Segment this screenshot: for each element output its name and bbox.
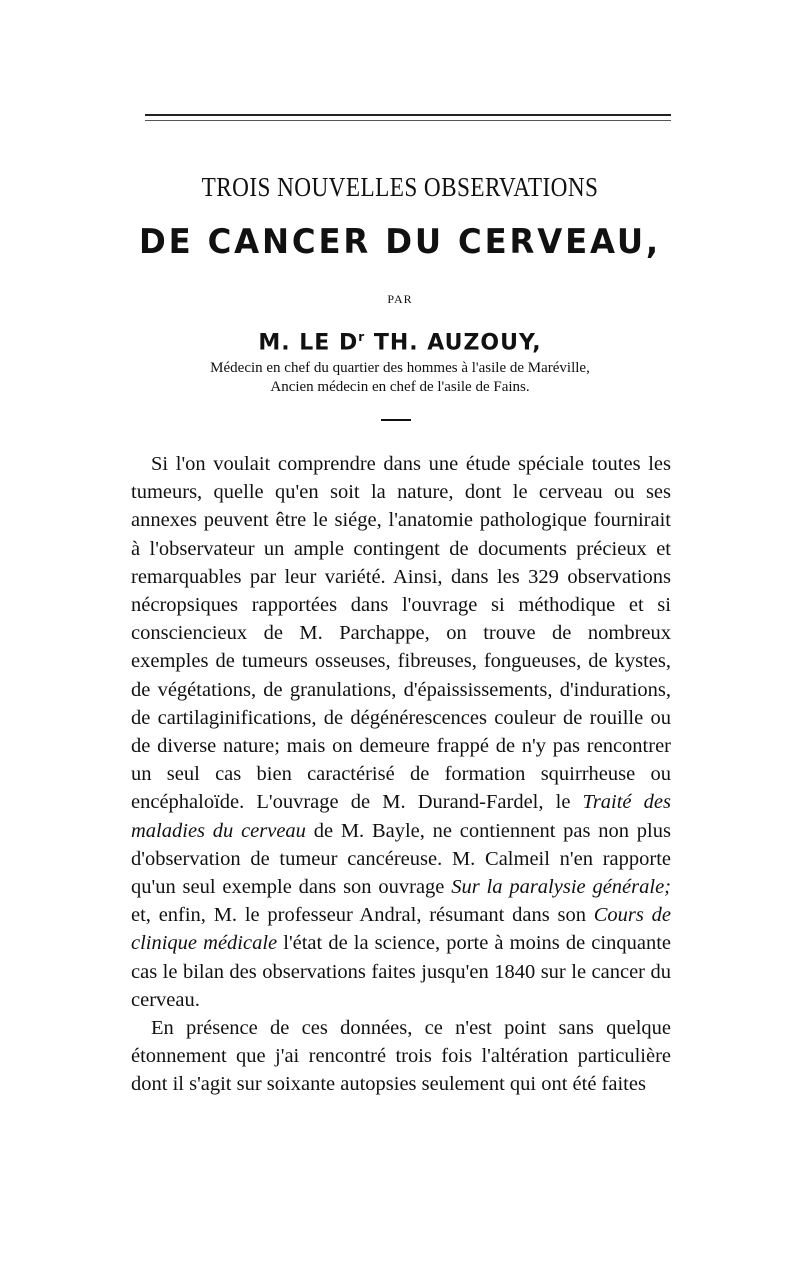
paragraph-2: En présence de ces données, ce n'est point sans quelque étonnement que j'ai rencontré trois fois l'altération particulière dont il s'agit sur soixante autopsies seulement qui ont été faites <box>131 1017 671 1096</box>
p1-text-a: Si l'on voulait comprendre dans une étude spéciale toutes les tumeurs, quelle qu'en soit la nature, dont le cerveau ou ses annexes peuvent être le siége, l'anatomie pathologique fournirait à l'observateur un ample contingent de documents précieux et remarquables par leur variété. Ainsi, dans les 329 observations nécropsiques rapportées dans l'ouvrage si méthodique et si consciencieux de M. Parchappe, on trouve de nombreux exemples de tumeurs osseuses, fibreuses, fongueuses, de kystes, de végétations, de granulations, d'épaississements, d'indurations, de cartilaginifications, de dégénérescences couleur de rouille ou de diverse nature; mais on demeure frappé de n'y pas rencontrer un seul cas bien caractérisé de formation squirrheuse ou encéphaloïde. L'ouvrage de M. Durand-Fardel, le <box>131 453 671 814</box>
body-text <box>131 450 671 1099</box>
title-line-1: TROIS NOUVELLES OBSERVATIONS <box>201 172 599 202</box>
p1-italic-title-1: Traité des maladies du cerveau <box>131 791 671 842</box>
author-title-sup: r <box>358 330 366 344</box>
affiliation-2: Ancien médecin en chef de l'asile de Fains. <box>270 379 530 395</box>
p1-text-c: et, enfin, M. le professeur Andral, résumant dans son <box>131 904 594 927</box>
affiliation-1: Médecin en chef du quartier des hommes à l'asile de Maréville, <box>210 360 590 376</box>
paragraph-1 <box>131 450 671 1014</box>
top-rule-thin <box>145 120 671 121</box>
p1-italic-title-2: Sur la paralysie générale; <box>451 876 671 899</box>
p1-text-b: de M. Bayle, ne contiennent pas non plus d'observation de tumeur cancéreuse. M. Calmeil n'en rapporte qu'un seul exemple dans son ouvrage <box>131 819 671 899</box>
by-label: PAR <box>387 292 413 306</box>
p1-text-d: l'état de la science, porte à moins de cinquante cas le bilan des observations faites jusqu'en 1840 sur le cancer du cerveau. <box>131 932 671 1011</box>
p1-italic-title-3: Cours de clinique médicale <box>131 904 671 955</box>
top-rule <box>145 114 671 116</box>
author-name: TH. AUZOUY, <box>365 330 542 356</box>
title-line-2: DE CANCER DU CERVEAU, <box>138 222 662 262</box>
author-line <box>0 330 800 355</box>
section-divider <box>381 419 411 421</box>
author-prefix: M. LE D <box>258 330 359 356</box>
